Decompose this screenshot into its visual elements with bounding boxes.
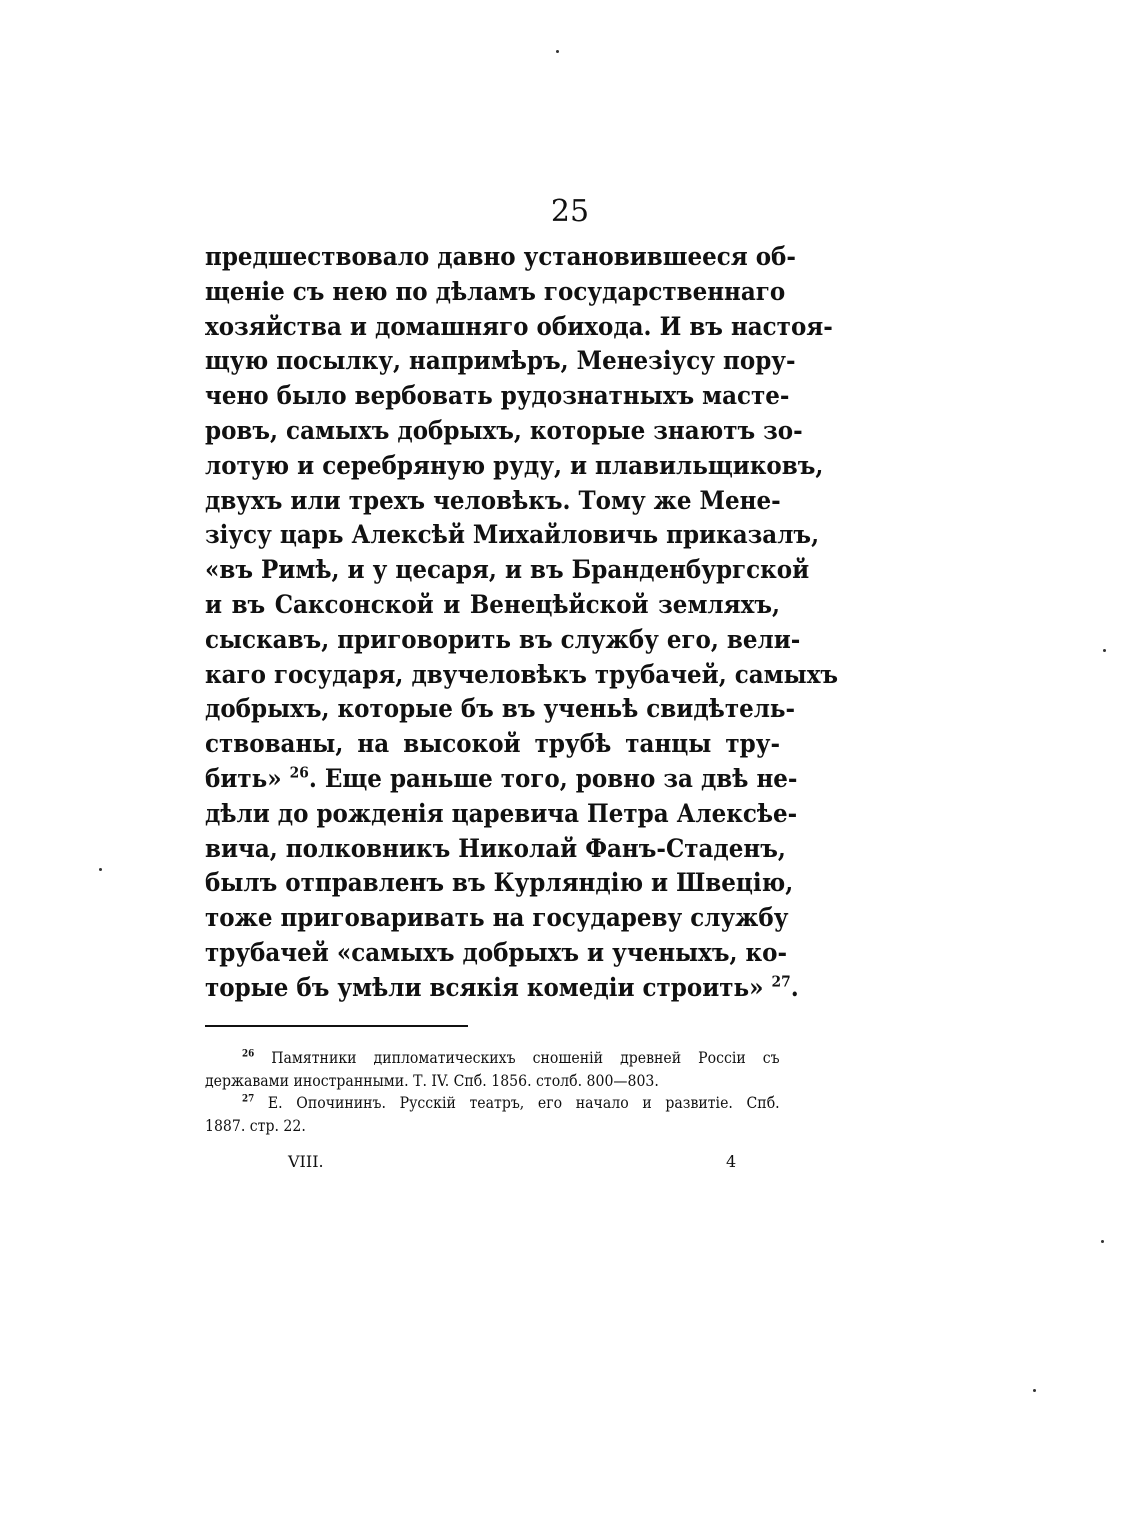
footnote-number: 26 <box>241 1048 255 1060</box>
text-line: щеніе съ нею по дѣламъ государственнаго <box>205 276 786 306</box>
footnote-divider <box>205 1025 468 1027</box>
text-line: трубачей «самыхъ добрыхъ и ученыхъ, ко- <box>205 937 788 967</box>
main-text <box>205 240 839 1006</box>
footnote-text: Памятники дипломатическихъ сношеній древней Россіи съ <box>271 1048 780 1067</box>
footnote-26-line: державами иностранными. Т. IV. Спб. 1856. столб. 800—803. <box>205 1070 659 1090</box>
scan-speck <box>1101 1240 1104 1243</box>
text-line: ствованы, на высокой трубѣ танцы тру- <box>205 729 780 759</box>
footnotes <box>205 1047 780 1137</box>
text-line: и въ Саксонской и Венецѣйской земляхъ, <box>205 589 780 619</box>
text-line-with-ref-26 <box>205 762 798 797</box>
text-fragment: . Еще раньше того, ровно за двѣ не- <box>308 763 798 793</box>
text-line: двухъ или трехъ человѣкъ. Тому же Мене- <box>205 485 781 515</box>
text-line: чено было вербовать рудознатныхъ масте- <box>205 381 790 411</box>
text-fragment: . <box>790 972 799 1002</box>
text-line: дѣли до рожденія царевича Петра Алексѣе- <box>205 798 798 828</box>
text-line: зіусу царь Алексѣй Михайловичь приказалъ, <box>205 520 820 550</box>
text-line-with-ref-27 <box>205 971 799 1006</box>
text-line: лотую и серебряную руду, и плавильщиковъ, <box>205 450 824 480</box>
footnote-27-line: 1887. стр. 22. <box>205 1115 306 1135</box>
footnote-26-line <box>205 1047 780 1070</box>
text-line: «въ Римѣ, и у цесаря, и въ Бранденбургской <box>205 555 810 585</box>
scan-speck <box>1103 649 1106 652</box>
footnote-27-line <box>205 1092 780 1115</box>
footnote-text: Е. Опочининъ. Русскій театръ, его начало и развитіе. Спб. <box>267 1093 780 1112</box>
footnote-ref-27[interactable]: 27 <box>771 972 791 991</box>
text-line: былъ отправленъ въ Курляндію и Швецію, <box>205 868 794 898</box>
signature-sheet: 4 <box>726 1152 737 1171</box>
page-number: 25 <box>550 194 590 229</box>
text-fragment: торые бъ умѣли всякія комедіи строить» <box>205 972 764 1002</box>
footnote-ref-26[interactable]: 26 <box>289 763 309 782</box>
text-line: добрыхъ, которые бъ въ ученьѣ свидѣтель- <box>205 694 796 724</box>
signature-volume: VIII. <box>288 1152 324 1171</box>
footnote-number: 27 <box>241 1093 255 1105</box>
scan-speck <box>1033 1389 1036 1392</box>
text-line: вича, полковникъ Николай Фанъ-Стаденъ, <box>205 833 786 863</box>
scan-speck <box>556 50 559 53</box>
text-line: предшествовало давно установившееся об- <box>205 242 796 271</box>
text-line: хозяйства и домашняго обихода. И въ настоя- <box>205 311 833 341</box>
text-line: каго государя, двучеловѣкъ трубачей, самыхъ <box>205 659 839 689</box>
text-line: тоже приговаривать на государеву службу <box>205 903 789 933</box>
text-line: сыскавъ, приговорить въ службу его, вели- <box>205 624 801 654</box>
text-line: ровъ, самыхъ добрыхъ, которые знаютъ зо- <box>205 415 803 445</box>
scan-speck <box>99 868 102 871</box>
text-line: щую посылку, напримѣръ, Менезіусу пору- <box>205 346 796 376</box>
text-fragment: бить» <box>205 763 282 793</box>
